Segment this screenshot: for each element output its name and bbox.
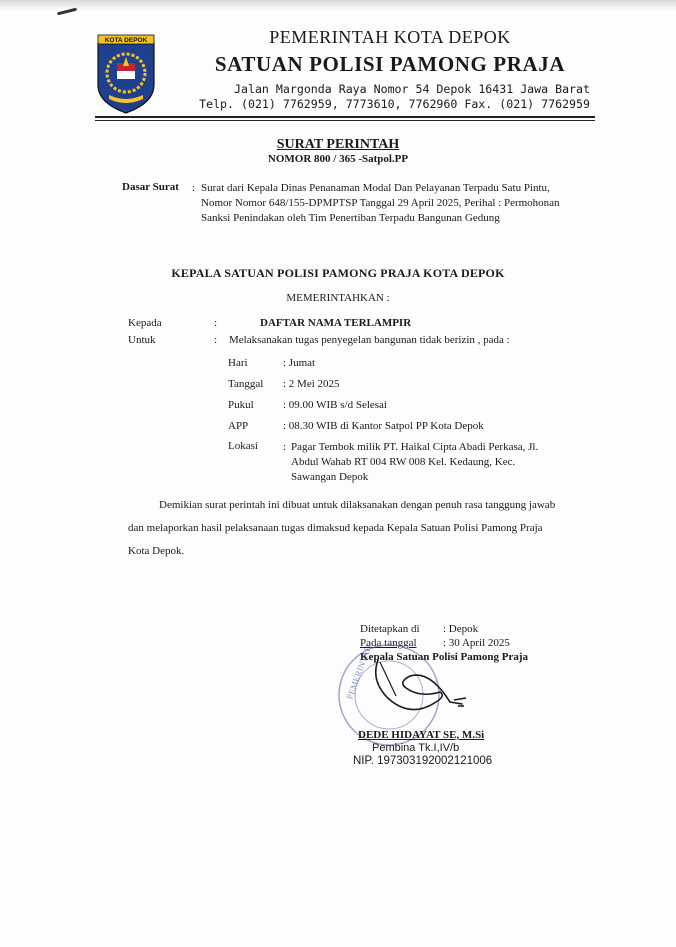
stamp-text: PEMERINTAH xyxy=(344,643,374,701)
tanggal-label: Tanggal xyxy=(228,378,264,390)
lokasi-value: : Pagar Tembok milik PT. Haikal Cipta Abadi Perkasa, Jl. Abdul Wahab RT 004 RW 008 Kel. Kedaung, Kec. Sawangan Depok xyxy=(283,440,553,485)
scan-shadow xyxy=(0,0,676,10)
letterhead-address: Jalan Margonda Raya Nomor 54 Depok 16431 Jawa Barat xyxy=(234,82,590,96)
pukul-label: Pukul xyxy=(228,399,254,411)
lokasi-label: Lokasi xyxy=(228,440,258,452)
place-value: : Depok xyxy=(443,623,479,635)
letterhead-phone: Telp. (021) 7762959, 7773610, 7762960 Fax. (021) 7762959 xyxy=(199,97,590,111)
signer-position: Kepala Satuan Polisi Pamong Praja xyxy=(360,651,529,663)
app-label: APP xyxy=(228,420,249,432)
hari-value: : Jumat xyxy=(283,357,316,369)
kepada-colon: : xyxy=(214,317,218,329)
letterhead-government: PEMERINTAH KOTA DEPOK xyxy=(269,27,511,47)
lokasi-body: Pagar Tembok milik PT. Haikal Cipta Abadi Perkasa, Jl. Abdul Wahab RT 004 RW 008 Kel. Kedaung, Kec. Sawangan Depok xyxy=(291,441,539,483)
untuk-value: Melaksanakan tugas penyegelan bangunan tidak berizin , pada : xyxy=(229,334,510,346)
kepada-label: Kepada xyxy=(128,317,162,329)
date-label: Pada tanggal xyxy=(360,637,417,649)
untuk-label: Untuk xyxy=(128,334,156,346)
letterhead-rule-thin xyxy=(95,120,595,121)
letter-number: NOMOR 800 / 365 -Satpol.PP xyxy=(267,153,409,165)
order-command: MEMERINTAHKAN : xyxy=(286,292,390,304)
signer-name: DEDE HIDAYAT SE, M.Si xyxy=(358,729,485,741)
letterhead-rule-thick xyxy=(95,116,595,118)
dasar-body: Surat dari Kepala Dinas Penanaman Modal Dan Pelayanan Terpadu Satu Pintu, Nomor Nomor 648/155-DPMPTSP Tanggal 29 April 2025, Perihal : Permohonan Sanksi Penindakan oleh Tim Penertiban Terpadu Bangunan Gedung xyxy=(201,182,560,224)
letterhead-organization: SATUAN POLISI PAMONG PRAJA xyxy=(214,52,566,76)
place-label: Ditetapkan di xyxy=(360,623,420,635)
order-heading: KEPALA SATUAN POLISI PAMONG PRAJA KOTA DEPOK xyxy=(171,266,505,280)
date-value: : 30 April 2025 xyxy=(443,637,510,649)
untuk-colon: : xyxy=(214,334,218,346)
signer-rank: Pembina Tk.I,IV/b xyxy=(372,742,460,754)
letter-title: SURAT PERINTAH xyxy=(276,137,400,152)
logo-text: KOTA DEPOK xyxy=(104,37,148,44)
city-logo xyxy=(95,33,157,115)
tanggal-value: : 2 Mei 2025 xyxy=(283,378,340,390)
hari-label: Hari xyxy=(228,357,248,369)
pukul-value: : 09.00 WIB s/d Selesai xyxy=(283,399,387,411)
closing-paragraph: Demikian surat perintah ini dibuat untuk dilaksanakan dengan penuh rasa tanggung jawab dan melaporkan hasil pelaksanaan tugas dimaksud kepada Kepala Satuan Polisi Pamong Praja Kota Depok. xyxy=(128,499,556,557)
kepada-value: DAFTAR NAMA TERLAMPIR xyxy=(260,317,412,329)
app-value: : 08.30 WIB di Kantor Satpol PP Kota Depok xyxy=(283,420,484,432)
dasar-label: Dasar Surat xyxy=(122,181,179,193)
dasar-text: : Surat dari Kepala Dinas Penanaman Modal Dan Pelayanan Terpadu Satu Pintu, Nomor Nomor 648/155-DPMPTSP Tanggal 29 April 2025, Perihal : Permohonan Sanksi Penindakan oleh Tim Penertiban Terpadu Bangunan Gedung xyxy=(192,181,572,226)
signer-nip: NIP. 197303192002121006 xyxy=(353,755,493,767)
signature-scribble xyxy=(350,652,480,722)
